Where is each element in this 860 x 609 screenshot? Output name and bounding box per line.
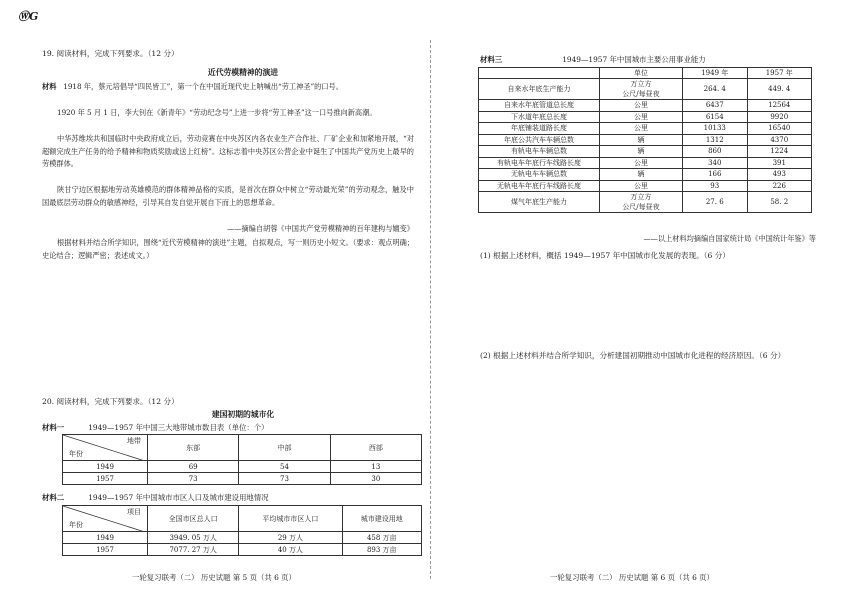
table-row: [63, 532, 422, 544]
cell: 公里: [600, 180, 683, 192]
m2-label: 材料二: [42, 493, 65, 502]
cell: 12564: [747, 100, 812, 112]
q19-p1-text: 1918 年，蔡元培倡导“四民皆工”，第一个在中国近现代史上呐喊出“劳工神圣”的口号。: [63, 82, 343, 91]
m1-table: [62, 434, 422, 485]
cell: 1949: [63, 461, 148, 473]
table-row: [479, 123, 812, 135]
cell: 73: [239, 473, 330, 485]
cell: 166: [683, 169, 748, 181]
cell: 辆: [600, 146, 683, 158]
cell: 1224: [747, 146, 812, 158]
cell: 29 万人: [239, 532, 342, 544]
m3-header-row: [479, 68, 812, 79]
cell: 公里: [600, 111, 683, 123]
q19-heading: 19. 阅读材料，完成下列要求。（12 分）: [42, 49, 179, 58]
q19-paragraph-3: 中华苏维埃共和国临时中央政府成立后，劳动竞赛在中央苏区内各农业生产合作社、厂矿企业和加紧地开展，“对超额完成生产任务的给予精神和物质奖励或送上红榜”。这标志着中央苏区公营企业中诞生了中国共产党历史上最早的劳模群体。: [42, 134, 414, 169]
m1-caption-line: [42, 422, 269, 433]
cell: 4370: [747, 134, 812, 146]
cell: 煤气年底生产能力: [479, 192, 600, 213]
m2-col-header: 城市建设用地: [342, 506, 422, 532]
cell: 40 万人: [239, 544, 342, 556]
m1-corner-bottom: 年份: [69, 450, 83, 458]
table-row: [479, 134, 812, 146]
page-divider: [430, 40, 431, 579]
footer-left: 一轮复习联考（二） 历史试题 第 5 页（共 6 页）: [132, 573, 296, 582]
cell: 1957: [63, 473, 148, 485]
q19-title: 近代劳模精神的演进: [207, 68, 279, 77]
cell: 13: [330, 461, 421, 473]
m1-col-header: 东部: [148, 435, 239, 461]
table-row: [479, 146, 812, 158]
m2-table: [62, 505, 422, 556]
q20-heading: 20. 阅读材料，完成下列要求。（12 分）: [42, 397, 179, 406]
cell: 年底铺装道路长度: [479, 123, 600, 135]
table-row: [479, 180, 812, 192]
m3-table: [478, 67, 812, 213]
table-row: [479, 111, 812, 123]
cell: 16540: [747, 123, 812, 135]
q19-source: ——摘编自胡蓉《中国共产党劳模精神的百年建构与嬗变》: [227, 224, 414, 233]
m3-label: 材料三: [480, 55, 503, 64]
m2-caption-line: [42, 492, 269, 503]
cell: 27. 6: [683, 192, 748, 213]
cell: 1957: [63, 544, 148, 556]
cell: 辆: [600, 134, 683, 146]
cell: 无轨电车年底行车线路长度: [479, 180, 600, 192]
left-page: [42, 0, 424, 609]
table-row: [479, 79, 812, 100]
footer-right: 一轮复习联考（二） 历史试题 第 6 页（共 6 页）: [550, 573, 714, 582]
table-row: [479, 192, 812, 213]
m1-col-header: 中部: [239, 435, 330, 461]
m2-col-header: 全国市区总人口: [148, 506, 239, 532]
cell: 1949: [63, 532, 148, 544]
q19-paragraph-2: 1920 年 5 月 1 日，李大钊在《新青年》“劳动纪念号”上进一步将“劳工神圣”这一口号推向新高潮。: [57, 108, 377, 117]
cell: 万立方 公尺/每昼夜: [600, 192, 683, 213]
m3-col-header: 1949 年: [683, 68, 748, 79]
cell: 458 万亩: [342, 532, 422, 544]
sub-question-1: (1) 根据上述材料，概括 1949—1957 年中国城市化发展的表现。（6 分）: [480, 251, 730, 260]
m1-col-header: 西部: [330, 435, 421, 461]
table-row: [63, 544, 422, 556]
m2-corner-top: 项目: [127, 508, 141, 516]
cell: 辆: [600, 169, 683, 181]
cell: 340: [683, 157, 748, 169]
q19-paragraph-4: 陕甘宁边区根据地劳动英雄模范的群体精神品格的实质，是首次在群众中树立“劳动最光荣”的劳动观念，触及中国最底层劳动群众的敏感神经，引导其自发自觉开展自下而上的思想革命。: [42, 185, 414, 207]
cell: 893 万亩: [342, 544, 422, 556]
m1-corner-top: 地带: [127, 437, 141, 445]
cell: 493: [747, 169, 812, 181]
q20-title: 建国初期的城市化: [211, 410, 275, 419]
m3-source: ——以上材料均摘编自国家统计局《中国统计年鉴》等: [643, 234, 816, 243]
sub-question-2: (2) 根据上述材料并结合所学知识，分析建国初期推动中国城市化进程的经济原因。（6 分）: [480, 351, 786, 360]
cell: 下水道年底总长度: [479, 111, 600, 123]
q19-material-label: 材料: [42, 82, 57, 91]
cell: 自来水年底生产能力: [479, 79, 600, 100]
cell: 73: [148, 473, 239, 485]
cell: 6437: [683, 100, 748, 112]
right-page: [470, 0, 818, 609]
cell: 万立方 公尺/每昼夜: [600, 79, 683, 100]
cell: 1312: [683, 134, 748, 146]
m3-caption: 1949—1957 年中国城市主要公用事业能力: [562, 55, 706, 64]
cell: 3949. 05 万人: [148, 532, 239, 544]
m3-col-header: 单位: [600, 68, 683, 79]
table-row: [63, 461, 422, 473]
cell: 有轨电车车辆总数: [479, 146, 600, 158]
cell: 有轨电车年底行车线路长度: [479, 157, 600, 169]
m2-corner-cell: [63, 506, 148, 532]
m3-col-header: [479, 68, 600, 79]
cell: 公里: [600, 100, 683, 112]
m1-caption: 1949—1957 年中国三大地带城市数目表（单位：个）: [88, 423, 269, 432]
m1-corner-cell: [63, 435, 148, 461]
table-row: [479, 157, 812, 169]
cell: 无轨电车车辆总数: [479, 169, 600, 181]
cell: 自来水年底管道总长度: [479, 100, 600, 112]
cell: 公里: [600, 157, 683, 169]
cell: 391: [747, 157, 812, 169]
m2-col-header: 平均城市市区人口: [239, 506, 342, 532]
cell: 10133: [683, 123, 748, 135]
cell: 54: [239, 461, 330, 473]
cell: 449. 4: [747, 79, 812, 100]
m3-caption-line: [480, 54, 706, 65]
cell: 9920: [747, 111, 812, 123]
q19-paragraph-1: [42, 81, 414, 94]
table-row: [479, 100, 812, 112]
cell: 30: [330, 473, 421, 485]
m2-corner-bottom: 年份: [69, 521, 83, 529]
m2-caption: 1949—1957 年中国城市市区人口及城市建设用地情况: [88, 493, 269, 502]
table-row: [479, 169, 812, 181]
cell: 226: [747, 180, 812, 192]
cell: 58. 2: [747, 192, 812, 213]
cell: 6154: [683, 111, 748, 123]
cell: 69: [148, 461, 239, 473]
cell: 年底公共汽车车辆总数: [479, 134, 600, 146]
logo: ⓌG: [18, 10, 39, 23]
table-row: [63, 473, 422, 485]
cell: 93: [683, 180, 748, 192]
cell: 7077. 27 万人: [148, 544, 239, 556]
cell: 公里: [600, 123, 683, 135]
q19-task: 根据材料并结合所学知识，围绕“近代劳模精神的演进”主题，自拟观点，写一则历史小短文。（要求：观点明确；史论结合；逻辑严密；表述成文。）: [42, 238, 414, 260]
m1-label: 材料一: [42, 423, 65, 432]
m3-col-header: 1957 年: [747, 68, 812, 79]
cell: 860: [683, 146, 748, 158]
cell: 264. 4: [683, 79, 748, 100]
